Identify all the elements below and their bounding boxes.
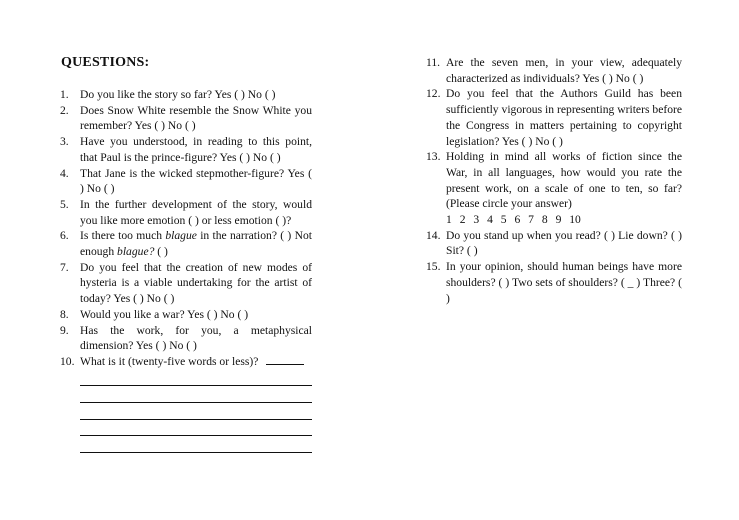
- question-14: [426, 228, 682, 259]
- question-number: 10.: [60, 354, 75, 368]
- answer-line[interactable]: [80, 386, 312, 403]
- question-text: What is it (twenty-five words or less)?: [80, 354, 259, 368]
- question-number: 12.: [426, 87, 441, 101]
- question-15: [426, 259, 682, 306]
- question-text: Do you stand up when you read? ( ) Lie down? ( ) Sit? ( ): [446, 228, 682, 258]
- question-number: 14.: [426, 228, 441, 242]
- question-1: [60, 87, 312, 103]
- question-number: 13.: [426, 150, 441, 164]
- question-12: [426, 86, 682, 149]
- question-number: 8.: [60, 307, 69, 321]
- question-text: Holding in mind all works of fiction since the War, in all languages, how would you rate the present work, on a scale of one to ten, so far? (Please circle your answer): [446, 150, 682, 211]
- question-number: 9.: [60, 323, 69, 337]
- question-text: Do you feel that the Authors Guild has been sufficiently vigorous in representing writers before the Congress in matters pertaining to copyright legislation? Yes ( ) No ( ): [446, 87, 682, 148]
- question-number: 5.: [60, 197, 69, 211]
- question-text-part: ( ): [154, 245, 168, 259]
- question-text-part: in the narration? ( ) Not enough: [80, 229, 312, 259]
- question-text: In the further development of the story, would you like more emotion ( ) or less emotion ( )?: [80, 197, 312, 227]
- question-11: [426, 55, 682, 86]
- question-text: Have you understood, in reading to this point, that Paul is the prince-figure? Yes ( ) No ( ): [80, 135, 312, 164]
- question-number: 7.: [60, 260, 69, 274]
- question-text: Does Snow White resemble the Snow White you remember? Yes ( ) No ( ): [80, 103, 312, 133]
- question-text: In your opinion, should human beings have more shoulders? ( ) Two sets of shoulders? ( _ ) Three? ( ): [446, 260, 682, 305]
- question-list-right: [426, 55, 682, 306]
- answer-line[interactable]: [80, 403, 312, 420]
- question-13: [426, 149, 682, 228]
- question-8: [60, 307, 312, 323]
- answer-line[interactable]: [80, 420, 312, 437]
- question-list-left: [60, 87, 312, 453]
- question-7: [60, 260, 312, 307]
- answer-lines: [60, 370, 312, 453]
- answer-line[interactable]: [80, 370, 312, 387]
- question-emphasis: blague?: [117, 245, 155, 259]
- question-text: Would you like a war? Yes ( ) No ( ): [80, 307, 249, 321]
- question-text-part: Is there too much: [80, 229, 166, 243]
- question-10: [60, 354, 312, 370]
- question-text: Do you feel that the creation of new modes of hysteria is a viable undertaking for the artist of today? Yes ( ) No ( ): [80, 260, 312, 306]
- question-5: [60, 197, 312, 228]
- question-number: 4.: [60, 166, 69, 180]
- answer-blank[interactable]: [266, 363, 304, 365]
- question-emphasis: blague: [165, 229, 197, 243]
- question-9: [60, 323, 312, 354]
- question-number: 2.: [60, 103, 69, 117]
- rating-scale[interactable]: 1 2 3 4 5 6 7 8 9 10: [446, 213, 581, 227]
- question-2: [60, 103, 312, 134]
- question-text: That Jane is the wicked stepmother-figure? Yes ( ) No ( ): [80, 166, 312, 196]
- question-number: 1.: [60, 88, 69, 101]
- answer-line[interactable]: [80, 436, 312, 453]
- question-number: 11.: [426, 56, 441, 69]
- question-number: 15.: [426, 260, 441, 274]
- question-number: 6.: [60, 229, 69, 243]
- page-title: QUESTIONS:: [61, 55, 150, 70]
- question-3: [60, 134, 312, 165]
- question-6: [60, 228, 312, 259]
- question-text: Has the work, for you, a metaphysical dimension? Yes ( ) No ( ): [80, 323, 312, 353]
- question-text: Are the seven men, in your view, adequately characterized as individuals? Yes ( ) No ( ): [446, 56, 682, 85]
- question-number: 3.: [60, 135, 69, 149]
- question-4: [60, 166, 312, 197]
- question-text: Do you like the story so far? Yes ( ) No ( ): [80, 88, 276, 101]
